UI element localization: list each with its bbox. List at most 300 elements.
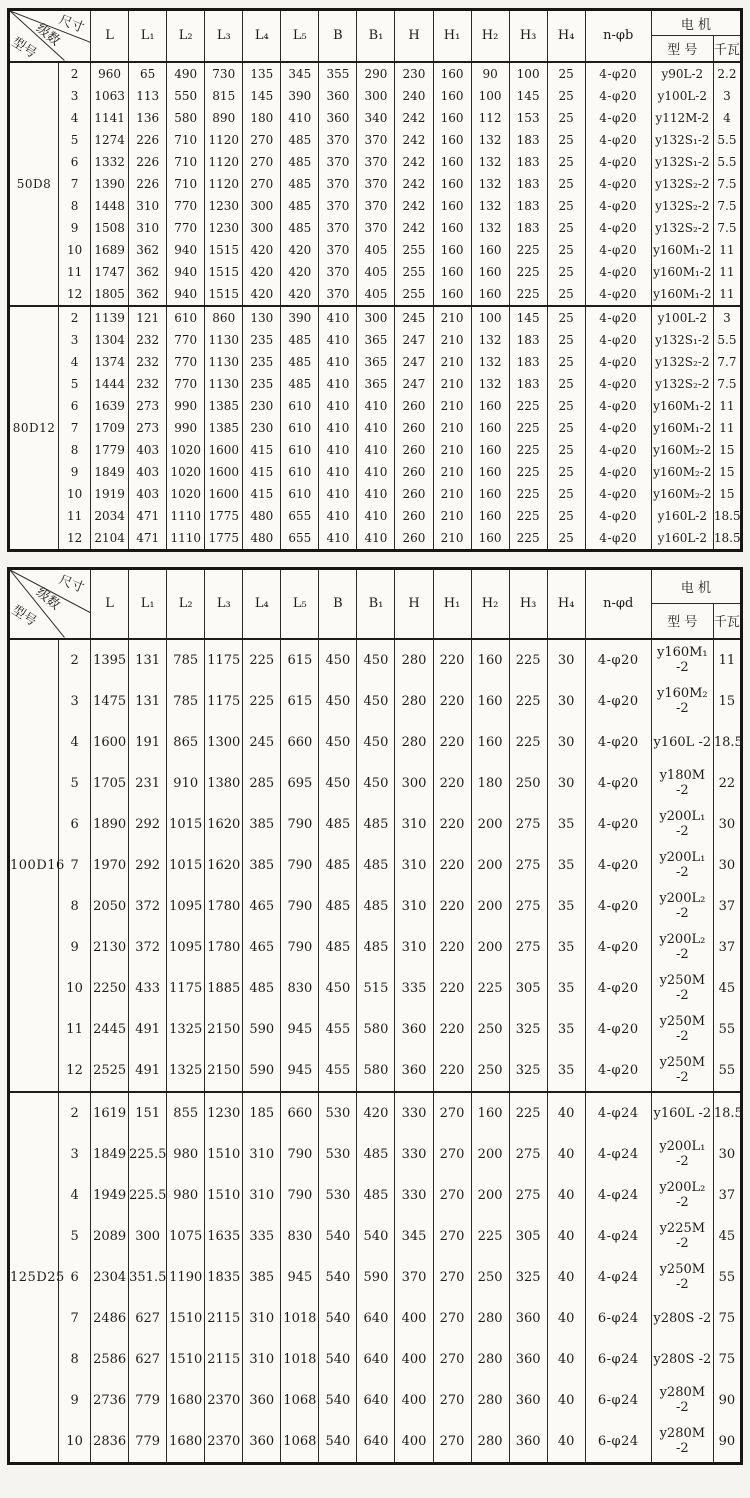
dim-cell: 1475	[91, 681, 129, 722]
bolt-cell: 4-φ20	[585, 395, 651, 417]
dim-cell: 2370	[205, 1380, 243, 1421]
dim-cell: 420	[243, 283, 281, 306]
dim-cell: 25	[547, 85, 585, 107]
dim-cell: 540	[319, 1216, 357, 1257]
dim-cell: 940	[167, 261, 205, 283]
motor-model-cell: y132S₂-2	[651, 173, 713, 195]
dim-cell: 471	[129, 527, 167, 551]
dim-cell: 1775	[205, 505, 243, 527]
dim-cell: 292	[129, 804, 167, 845]
dim-cell: 250	[509, 763, 547, 804]
dim-cell: 325	[509, 1009, 547, 1050]
motor-kw-cell: 45	[713, 1216, 741, 1257]
dim-cell: 270	[433, 1421, 471, 1464]
spec-table	[7, 8, 743, 552]
dim-cell: 1230	[205, 195, 243, 217]
dimension-table-lower	[7, 567, 743, 1465]
dim-cell: 1120	[205, 129, 243, 151]
motor-model-cell: y112M-2	[651, 107, 713, 129]
dim-cell: 310	[243, 1298, 281, 1339]
dim-cell: 420	[243, 261, 281, 283]
dim-cell: 860	[205, 306, 243, 329]
dim-cell: 485	[357, 1175, 395, 1216]
bolt-cell: 4-φ20	[585, 968, 651, 1009]
motor-kw-cell: 7.5	[713, 217, 741, 239]
motor-kw-cell: 11	[713, 395, 741, 417]
dim-cell: 225	[509, 461, 547, 483]
table-row	[9, 439, 742, 461]
dim-cell: 410	[319, 395, 357, 417]
dim-cell: 1018	[281, 1339, 319, 1380]
dim-cell: 200	[471, 845, 509, 886]
dim-cell: 1515	[205, 239, 243, 261]
col-header-dim-0: L	[91, 10, 129, 62]
motor-model-cell: y225M -2	[651, 1216, 713, 1257]
dim-cell: 890	[205, 107, 243, 129]
motor-kw-cell: 11	[713, 239, 741, 261]
motor-kw-cell: 15	[713, 681, 741, 722]
dim-cell: 225	[509, 239, 547, 261]
dim-cell: 410	[319, 527, 357, 551]
dim-cell: 485	[281, 351, 319, 373]
dim-cell: 160	[433, 239, 471, 261]
col-header-dim-11: H₃	[509, 569, 547, 639]
dim-cell: 1515	[205, 261, 243, 283]
dim-cell: 260	[395, 527, 433, 551]
corner-cell	[9, 10, 91, 62]
dim-cell: 260	[395, 461, 433, 483]
dim-cell: 1600	[205, 439, 243, 461]
dim-cell: 183	[509, 151, 547, 173]
bolt-cell: 4-φ20	[585, 417, 651, 439]
dim-cell: 1380	[205, 763, 243, 804]
bolt-cell: 4-φ20	[585, 927, 651, 968]
dim-cell: 1020	[167, 439, 205, 461]
dim-cell: 270	[433, 1092, 471, 1134]
stage-cell: 9	[59, 927, 91, 968]
dim-cell: 160	[433, 129, 471, 151]
stage-cell: 3	[59, 1134, 91, 1175]
motor-kw-cell: 11	[713, 639, 741, 681]
corner-label-model: 型号	[8, 34, 39, 62]
dim-cell: 590	[357, 1257, 395, 1298]
col-header-dim-6: B	[319, 10, 357, 62]
motor-kw-cell: 3	[713, 85, 741, 107]
col-header-dim-9: H₁	[433, 10, 471, 62]
motor-model-cell: y160M₁-2	[651, 239, 713, 261]
dim-cell: 400	[395, 1380, 433, 1421]
table-row	[9, 261, 742, 283]
dim-cell: 660	[281, 722, 319, 763]
stage-cell: 7	[59, 1298, 91, 1339]
dim-cell: 360	[319, 107, 357, 129]
motor-kw-cell: 7.7	[713, 351, 741, 373]
model-cell: 100D16	[9, 639, 59, 1092]
dim-cell: 131	[129, 639, 167, 681]
dim-cell: 360	[243, 1380, 281, 1421]
table-row	[9, 927, 742, 968]
dim-cell: 785	[167, 639, 205, 681]
stage-cell: 10	[59, 483, 91, 505]
dim-cell: 232	[129, 329, 167, 351]
dim-cell: 225	[509, 722, 547, 763]
dim-cell: 245	[243, 722, 281, 763]
col-header-dim-12: H₄	[547, 10, 585, 62]
dim-cell: 270	[243, 173, 281, 195]
dim-cell: 191	[129, 722, 167, 763]
dim-cell: 480	[243, 527, 281, 551]
dim-cell: 242	[395, 173, 433, 195]
dim-cell: 310	[395, 886, 433, 927]
col-header-dim-3: L₃	[205, 10, 243, 62]
dim-cell: 132	[471, 217, 509, 239]
dim-cell: 113	[129, 85, 167, 107]
motor-model-cell: y160M₂-2	[651, 439, 713, 461]
dim-cell: 415	[243, 439, 281, 461]
col-header-dim-1: L₁	[129, 10, 167, 62]
dim-cell: 485	[281, 151, 319, 173]
dim-cell: 910	[167, 763, 205, 804]
dim-cell: 225	[243, 639, 281, 681]
dim-cell: 280	[471, 1380, 509, 1421]
dim-cell: 610	[281, 417, 319, 439]
dim-cell: 160	[471, 527, 509, 551]
dim-cell: 220	[433, 722, 471, 763]
dim-cell: 180	[471, 763, 509, 804]
col-header-bolt: n-φb	[585, 10, 651, 62]
dim-cell: 40	[547, 1380, 585, 1421]
motor-group-header: 电 机	[651, 569, 741, 604]
dim-cell: 370	[319, 261, 357, 283]
dim-cell: 455	[319, 1050, 357, 1092]
dim-cell: 1139	[91, 306, 129, 329]
dim-cell: 420	[243, 239, 281, 261]
motor-model-cell: y160L -2	[651, 1092, 713, 1134]
dim-cell: 1020	[167, 461, 205, 483]
dim-cell: 121	[129, 306, 167, 329]
motor-model-cell: y200L₂ -2	[651, 927, 713, 968]
dim-cell: 100	[471, 85, 509, 107]
dim-cell: 132	[471, 329, 509, 351]
dim-cell: 160	[471, 722, 509, 763]
col-header-dim-11: H₃	[509, 10, 547, 62]
dim-cell: 1130	[205, 329, 243, 351]
dim-cell: 1374	[91, 351, 129, 373]
bolt-cell: 4-φ20	[585, 527, 651, 551]
dim-cell: 485	[319, 845, 357, 886]
motor-model-cell: y250M -2	[651, 1050, 713, 1092]
dim-cell: 310	[395, 845, 433, 886]
dim-cell: 480	[243, 505, 281, 527]
table-row	[9, 845, 742, 886]
dim-cell: 1849	[91, 461, 129, 483]
dim-cell: 200	[471, 1134, 509, 1175]
col-header-dim-8: H	[395, 569, 433, 639]
dim-cell: 370	[319, 239, 357, 261]
dim-cell: 30	[547, 722, 585, 763]
dim-cell: 25	[547, 239, 585, 261]
table-row	[9, 1175, 742, 1216]
dim-cell: 225	[509, 639, 547, 681]
dim-cell: 145	[509, 306, 547, 329]
dim-cell: 1775	[205, 527, 243, 551]
dim-cell: 280	[471, 1421, 509, 1464]
dim-cell: 390	[281, 306, 319, 329]
dim-cell: 210	[433, 439, 471, 461]
motor-model-cell: y100L-2	[651, 306, 713, 329]
bolt-cell: 4-φ20	[585, 505, 651, 527]
stage-cell: 12	[59, 283, 91, 306]
bolt-cell: 4-φ20	[585, 1009, 651, 1050]
dim-cell: 160	[471, 483, 509, 505]
bolt-cell: 6-φ24	[585, 1421, 651, 1464]
dim-cell: 220	[433, 845, 471, 886]
stage-cell: 7	[59, 417, 91, 439]
dim-cell: 485	[319, 927, 357, 968]
bolt-cell: 4-φ20	[585, 461, 651, 483]
dim-cell: 471	[129, 505, 167, 527]
dim-cell: 183	[509, 373, 547, 395]
dim-cell: 450	[357, 639, 395, 681]
table-row	[9, 417, 742, 439]
dim-cell: 410	[319, 417, 357, 439]
dim-cell: 1709	[91, 417, 129, 439]
dim-cell: 242	[395, 129, 433, 151]
stage-cell: 8	[59, 195, 91, 217]
bolt-cell: 4-φ20	[585, 373, 651, 395]
dim-cell: 225	[471, 1216, 509, 1257]
dim-cell: 610	[281, 439, 319, 461]
table-row	[9, 763, 742, 804]
bolt-cell: 4-φ20	[585, 62, 651, 85]
stage-cell: 6	[59, 804, 91, 845]
dim-cell: 160	[471, 505, 509, 527]
dim-cell: 225	[509, 483, 547, 505]
dim-cell: 160	[471, 1092, 509, 1134]
dim-cell: 730	[205, 62, 243, 85]
motor-kw-cell: 18.5	[713, 722, 741, 763]
dim-cell: 145	[243, 85, 281, 107]
motor-model-cell: y160L-2	[651, 527, 713, 551]
dim-cell: 779	[129, 1380, 167, 1421]
dim-cell: 2836	[91, 1421, 129, 1464]
dim-cell: 225	[509, 505, 547, 527]
table-row	[9, 1050, 742, 1092]
dim-cell: 335	[395, 968, 433, 1009]
dim-cell: 627	[129, 1339, 167, 1380]
motor-kw-cell: 11	[713, 283, 741, 306]
dim-cell: 1190	[167, 1257, 205, 1298]
dim-cell: 400	[395, 1421, 433, 1464]
dim-cell: 385	[243, 804, 281, 845]
dim-cell: 225	[509, 681, 547, 722]
dim-cell: 1780	[205, 927, 243, 968]
dim-cell: 30	[547, 639, 585, 681]
motor-kw-cell: 55	[713, 1009, 741, 1050]
dim-cell: 540	[357, 1216, 395, 1257]
dim-cell: 310	[395, 804, 433, 845]
dim-cell: 132	[471, 373, 509, 395]
dim-cell: 160	[433, 217, 471, 239]
dim-cell: 403	[129, 439, 167, 461]
motor-kw-cell: 37	[713, 927, 741, 968]
dim-cell: 132	[471, 195, 509, 217]
col-header-dim-6: B	[319, 569, 357, 639]
dim-cell: 25	[547, 527, 585, 551]
dim-cell: 300	[357, 306, 395, 329]
motor-kw-cell: 30	[713, 1134, 741, 1175]
bolt-cell: 6-φ24	[585, 1339, 651, 1380]
dim-cell: 1020	[167, 483, 205, 505]
motor-model-cell: y200L₁ -2	[651, 804, 713, 845]
dim-cell: 450	[319, 639, 357, 681]
dim-cell: 273	[129, 395, 167, 417]
dim-cell: 235	[243, 351, 281, 373]
dim-cell: 225	[509, 439, 547, 461]
bolt-cell: 4-φ20	[585, 306, 651, 329]
dim-cell: 830	[281, 1216, 319, 1257]
dim-cell: 270	[433, 1339, 471, 1380]
dim-cell: 491	[129, 1009, 167, 1050]
dim-cell: 300	[129, 1216, 167, 1257]
dim-cell: 1600	[205, 461, 243, 483]
dim-cell: 770	[167, 217, 205, 239]
dim-cell: 2150	[205, 1009, 243, 1050]
dim-cell: 580	[167, 107, 205, 129]
dim-cell: 40	[547, 1257, 585, 1298]
dim-cell: 1385	[205, 395, 243, 417]
dim-cell: 235	[243, 329, 281, 351]
stage-cell: 5	[59, 763, 91, 804]
table-row	[9, 373, 742, 395]
motor-model-cell: y90L-2	[651, 62, 713, 85]
table-row	[9, 505, 742, 527]
col-header-dim-9: H₁	[433, 569, 471, 639]
dim-cell: 25	[547, 395, 585, 417]
dim-cell: 420	[281, 283, 319, 306]
dim-cell: 465	[243, 927, 281, 968]
bolt-cell: 4-φ20	[585, 217, 651, 239]
dim-cell: 242	[395, 195, 433, 217]
dim-cell: 2050	[91, 886, 129, 927]
dim-cell: 183	[509, 173, 547, 195]
dim-cell: 300	[357, 85, 395, 107]
stage-cell: 6	[59, 395, 91, 417]
stage-cell: 4	[59, 107, 91, 129]
dim-cell: 160	[433, 261, 471, 283]
dim-cell: 210	[433, 329, 471, 351]
header-row-1	[9, 569, 742, 604]
dim-cell: 1680	[167, 1380, 205, 1421]
table-row	[9, 722, 742, 763]
dim-cell: 540	[319, 1380, 357, 1421]
motor-kw-cell: 30	[713, 845, 741, 886]
dim-cell: 1095	[167, 927, 205, 968]
dim-cell: 1849	[91, 1134, 129, 1175]
dim-cell: 410	[319, 505, 357, 527]
dim-cell: 2304	[91, 1257, 129, 1298]
dim-cell: 770	[167, 329, 205, 351]
dim-cell: 1780	[205, 886, 243, 927]
dim-cell: 790	[281, 845, 319, 886]
dim-cell: 305	[509, 1216, 547, 1257]
dim-cell: 355	[319, 62, 357, 85]
dim-cell: 410	[319, 306, 357, 329]
dim-cell: 1805	[91, 283, 129, 306]
motor-model-cell: y160M₁-2	[651, 395, 713, 417]
table-row	[9, 968, 742, 1009]
dim-cell: 275	[509, 886, 547, 927]
dim-cell: 940	[167, 283, 205, 306]
motor-model-header: 型 号	[651, 604, 713, 639]
dim-cell: 220	[433, 681, 471, 722]
dim-cell: 183	[509, 217, 547, 239]
motor-kw-cell: 18.5	[713, 505, 741, 527]
dim-cell: 1620	[205, 804, 243, 845]
dim-cell: 112	[471, 107, 509, 129]
stage-cell: 10	[59, 1421, 91, 1464]
dim-cell: 485	[281, 373, 319, 395]
bolt-cell: 4-φ20	[585, 763, 651, 804]
table-row	[9, 483, 742, 505]
dim-cell: 280	[395, 681, 433, 722]
dim-cell: 640	[357, 1380, 395, 1421]
dim-cell: 360	[395, 1009, 433, 1050]
bolt-cell: 4-φ20	[585, 845, 651, 886]
dim-cell: 25	[547, 261, 585, 283]
stage-cell: 2	[59, 306, 91, 329]
dim-cell: 25	[547, 461, 585, 483]
dim-cell: 455	[319, 1009, 357, 1050]
dim-cell: 35	[547, 927, 585, 968]
dim-cell: 980	[167, 1134, 205, 1175]
dim-cell: 485	[281, 195, 319, 217]
dim-cell: 370	[319, 151, 357, 173]
dim-cell: 280	[471, 1298, 509, 1339]
dim-cell: 1075	[167, 1216, 205, 1257]
dim-cell: 1274	[91, 129, 129, 151]
table-row	[9, 283, 742, 306]
dim-cell: 100	[509, 62, 547, 85]
dim-cell: 136	[129, 107, 167, 129]
bolt-cell: 4-φ20	[585, 151, 651, 173]
col-header-dim-8: H	[395, 10, 433, 62]
dim-cell: 270	[433, 1134, 471, 1175]
dim-cell: 25	[547, 373, 585, 395]
dim-cell: 855	[167, 1092, 205, 1134]
dim-cell: 2130	[91, 927, 129, 968]
motor-kw-cell: 55	[713, 1257, 741, 1298]
table-row	[9, 1339, 742, 1380]
dim-cell: 200	[471, 886, 509, 927]
dim-cell: 2104	[91, 527, 129, 551]
bolt-cell: 4-φ24	[585, 1092, 651, 1134]
dim-cell: 2445	[91, 1009, 129, 1050]
bolt-cell: 6-φ24	[585, 1298, 651, 1339]
motor-model-cell: y200L₂ -2	[651, 1175, 713, 1216]
dim-cell: 410	[319, 439, 357, 461]
stage-cell: 10	[59, 968, 91, 1009]
model-cell: 125D25	[9, 1092, 59, 1464]
dim-cell: 590	[243, 1009, 281, 1050]
dim-cell: 160	[433, 62, 471, 85]
motor-kw-cell: 5.5	[713, 329, 741, 351]
stage-cell: 4	[59, 722, 91, 763]
motor-kw-cell: 7.5	[713, 373, 741, 395]
dim-cell: 280	[395, 722, 433, 763]
dim-cell: 1600	[91, 722, 129, 763]
dim-cell: 220	[433, 1009, 471, 1050]
